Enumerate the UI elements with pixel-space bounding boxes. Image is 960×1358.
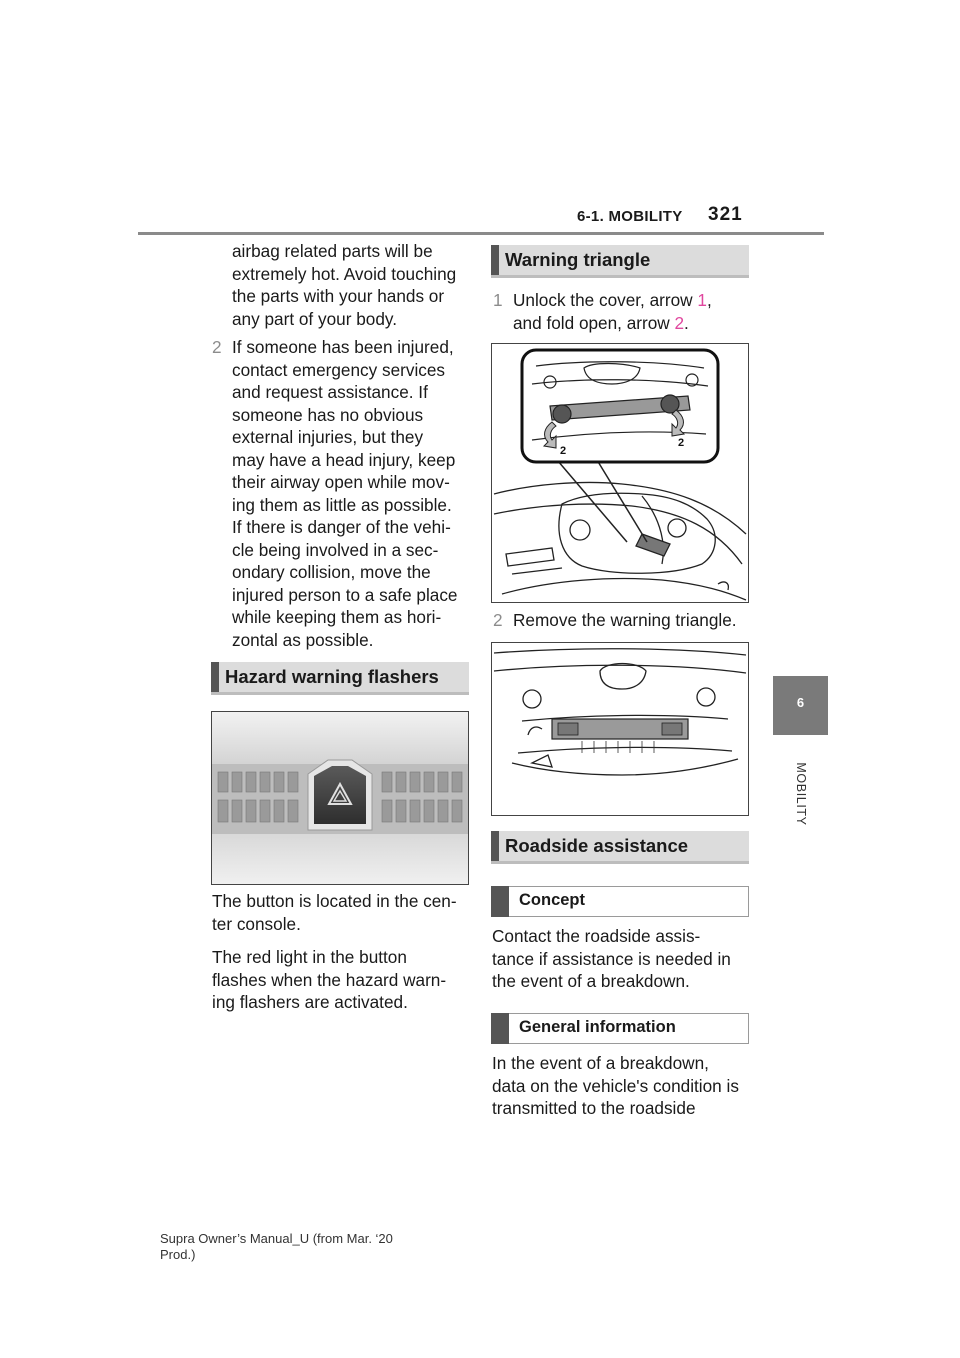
figure-arrow-label: 2 bbox=[678, 437, 685, 449]
warning-triangle-figure bbox=[491, 642, 749, 816]
chapter-title: 6-1. MOBILITY bbox=[577, 208, 683, 225]
roadside-heading bbox=[491, 831, 749, 864]
subheading-marker bbox=[491, 1013, 509, 1044]
hazard-paragraph-1: The button is located in the cen- ter console. bbox=[212, 891, 457, 934]
arrow-ref-1: 1 bbox=[697, 290, 707, 310]
heading-marker bbox=[491, 245, 499, 275]
general-info-subheading-label: General information bbox=[519, 1018, 676, 1036]
concept-paragraph: Contact the roadside assis- tance if assistance is needed in the event of a breakdown. bbox=[492, 926, 731, 991]
step-2-text: If someone has been injured, contact emergency services and request assistance. If someone has no obvious external injuries, but they may have a head injury, keep their airway open while mov- ing them as little as possible. If there is danger of the vehi- cle being involved in a sec- ondary collision, move the injured person to a safe place while keeping them as hori- zontal as possible. bbox=[232, 337, 458, 650]
hazard-button-figure bbox=[211, 711, 469, 885]
continued-paragraph: airbag related parts will be extremely hot. Avoid touching the parts with your hands or any part of your body. bbox=[232, 241, 457, 329]
triangle-heading bbox=[491, 245, 749, 278]
step-2-remove-text: Remove the warning triangle. bbox=[513, 610, 737, 630]
hazard-paragraph-2: The red light in the button flashes when the hazard warn- ing flashers are activated. bbox=[212, 947, 447, 1012]
roadside-heading-label: Roadside assistance bbox=[505, 835, 689, 856]
step-number: 2 bbox=[493, 610, 503, 630]
concept-subheading bbox=[491, 886, 749, 917]
step-number: 1 bbox=[493, 290, 503, 310]
step-number: 2 bbox=[212, 337, 222, 357]
header-rule bbox=[138, 232, 824, 235]
hazard-button-illustration bbox=[212, 712, 468, 884]
warning-triangle-illustration bbox=[492, 643, 748, 815]
chapter-tab-label: MOBILITY bbox=[794, 762, 808, 826]
triangle-heading-label: Warning triangle bbox=[505, 249, 651, 270]
general-info-paragraph: In the event of a breakdown, data on the vehicle's condition is transmitted to the roadside bbox=[492, 1053, 739, 1118]
chapter-tab-number: 6 bbox=[796, 695, 805, 710]
hazard-heading-label: Hazard warning flashers bbox=[225, 666, 439, 687]
trunk-cover-illustration bbox=[492, 344, 748, 602]
subheading-marker bbox=[491, 886, 509, 917]
concept-subheading-label: Concept bbox=[519, 891, 585, 909]
manual-footer: Supra Owner’s Manual_U (from Mar. ‘20 Prod.) bbox=[160, 1231, 393, 1262]
hazard-heading bbox=[211, 662, 469, 695]
heading-marker bbox=[491, 831, 499, 861]
trunk-cover-figure bbox=[491, 343, 749, 603]
general-info-subheading bbox=[491, 1013, 749, 1044]
arrow-ref-2: 2 bbox=[674, 312, 685, 333]
figure-arrow-label: 2 bbox=[560, 445, 567, 457]
page-number: 321 bbox=[708, 204, 743, 225]
step-1-text: Unlock the cover, arrow 1, and fold open, arrow 2. bbox=[513, 290, 712, 333]
heading-marker bbox=[211, 662, 219, 692]
